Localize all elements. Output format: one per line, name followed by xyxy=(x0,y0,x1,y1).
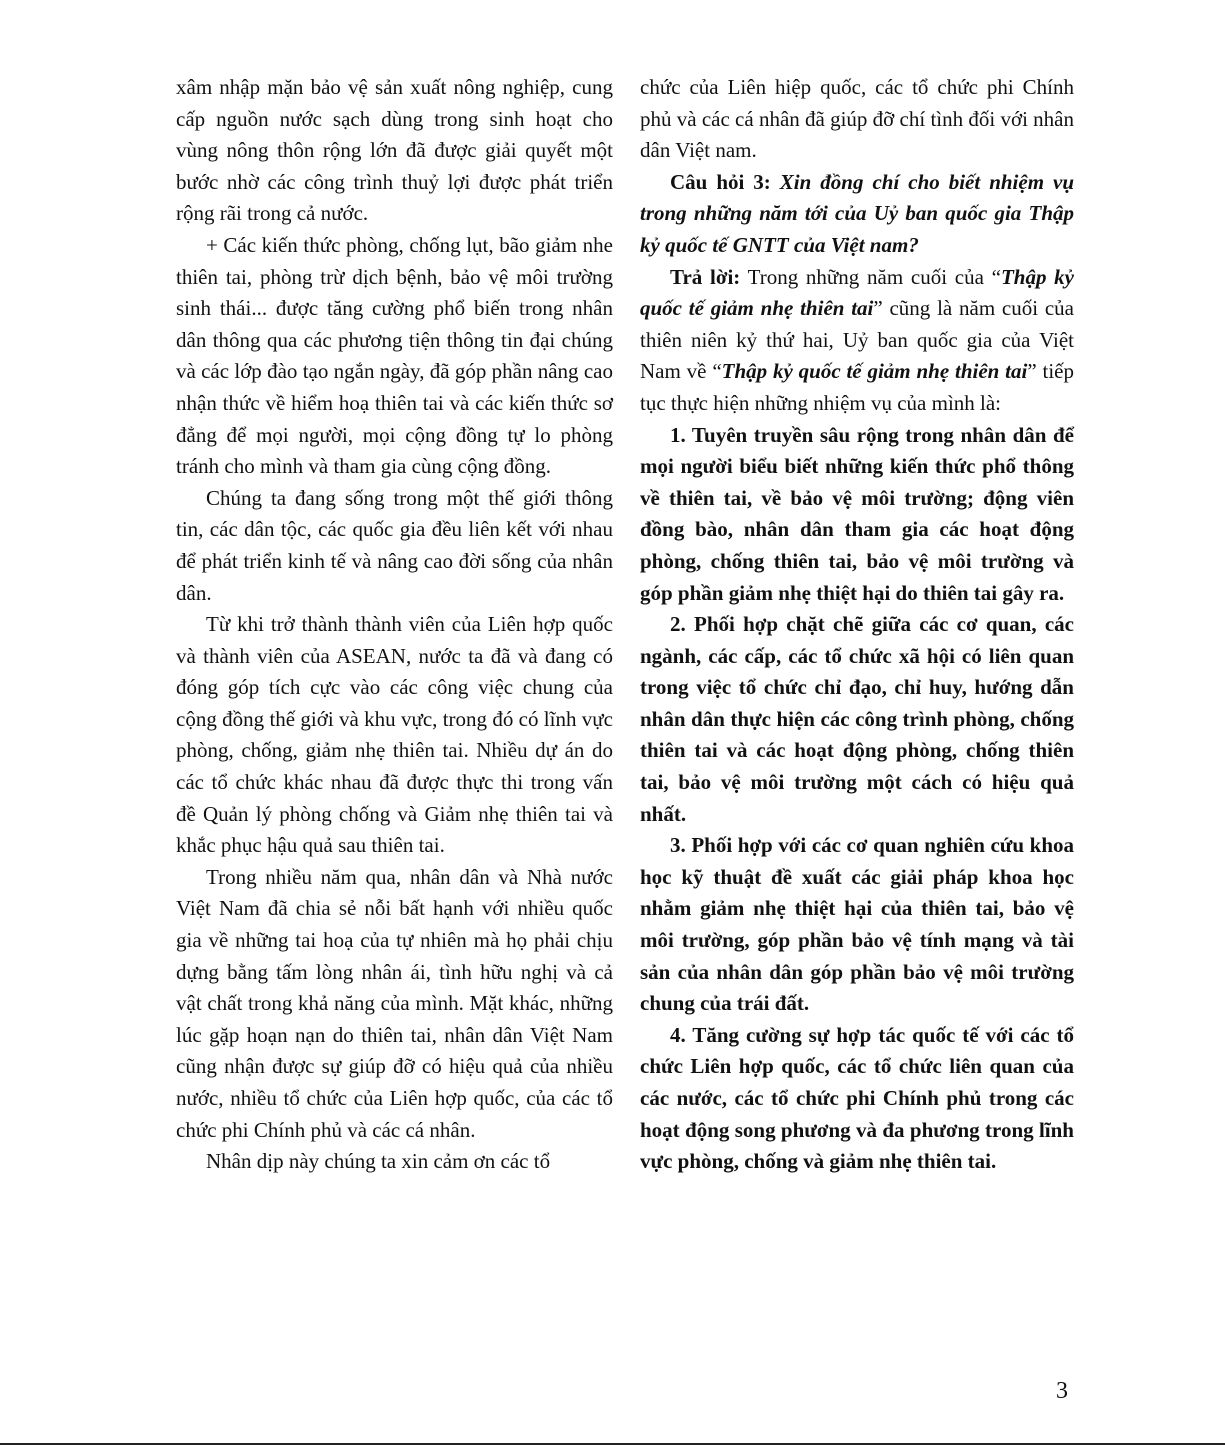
paragraph: Chúng ta đang sống trong một thế giới thông tin, các dân tộc, các quốc gia đều liên kết với nhau để phát triển kinh tế và nâng cao đời sống của nhân dân. xyxy=(176,485,613,605)
answer-text: Trong những năm cuối của “ xyxy=(740,264,1001,289)
page-bottom-rule xyxy=(0,1443,1225,1445)
answer-emphasis: Thập kỷ quốc tế giảm nhẹ thiên tai xyxy=(640,264,1074,321)
question-label: Câu hỏi 3: xyxy=(670,169,771,194)
answer-label: Trả lời: xyxy=(670,264,741,289)
page-number: 3 xyxy=(1056,1378,1068,1404)
paragraph: Trong nhiều năm qua, nhân dân và Nhà nước Việt Nam đã chia sẻ nỗi bất hạnh với nhiều quốc gia về những tai hoạ của tự nhiên mà họ phải chịu dựng bằng tấm lòng nhân ái, tình hữu nghị và cả vật chất trong khả năng của mình. Mặt khác, những lúc gặp hoạn nạn do thiên tai, nhân dân Việt Nam cũng nhận được sự giúp đỡ có hiệu quả của nhiều nước, nhiều tổ chức của Liên hợp quốc, của các tổ chức phi Chính phủ và các cá nhân. xyxy=(176,864,613,1142)
task-item: 4. Tăng cường sự hợp tác quốc tế với các tổ chức Liên hợp quốc, các tổ chức liên quan của các nước, các tổ chức phi Chính phủ trong các hoạt động song phương và đa phương trong lĩnh vực phòng, chống và giảm nhẹ thiên tai. xyxy=(640,1022,1074,1174)
paragraph: Từ khi trở thành thành viên của Liên hợp quốc và thành viên của ASEAN, nước ta đã và đang có đóng góp tích cực vào các công việc chung của cộng đồng thế giới và khu vực, trong đó có lĩnh vực phòng, chống, giảm nhẹ thiên tai. Nhiều dự án do các tổ chức khác nhau đã được thực thi trong vấn đề Quản lý phòng chống và Giảm nhẹ thiên tai và khắc phục hậu quả sau thiên tai. xyxy=(176,612,613,858)
answer-text: ” cũng là năm cuối của thiên niên kỷ thứ hai, Uỷ ban quốc gia của Việt Nam về “ xyxy=(640,296,1074,384)
task-item: 2. Phối hợp chặt chẽ giữa các cơ quan, các ngành, các cấp, các tổ chức xã hội có liên quan trong việc tổ chức chỉ đạo, chỉ huy, hướng dẫn nhân dân thực hiện các công trình phòng, chống thiên tai và các hoạt động phòng, chống thiên tai, bảo vệ môi trường một cách có hiệu quả nhất. xyxy=(640,612,1074,826)
question-paragraph xyxy=(640,167,1074,262)
paragraph: xâm nhập mặn bảo vệ sản xuất nông nghiệp, cung cấp nguồn nước sạch dùng trong sinh hoạt cho vùng nông thôn rộng lớn đã được giải quyết một bước nhờ các công trình thuỷ lợi được phát triển rộng rãi trong cả nước. xyxy=(176,75,613,226)
right-column xyxy=(640,72,1074,1178)
paragraph: + Các kiến thức phòng, chống lụt, bão giảm nhe thiên tai, phòng trừ dịch bệnh, bảo vệ môi trường sinh thái... được tăng cường phổ biến trong nhân dân thông qua các phương tiện thông tin đại chúng và các lớp đào tạo ngắn ngày, đã góp phần nâng cao nhận thức về hiểm hoạ thiên tai và các kiến thức sơ đẳng để mọi người, mọi cộng đồng tự lo phòng tránh cho mình và tham gia cùng cộng đồng. xyxy=(176,232,613,479)
left-column xyxy=(176,72,613,1178)
answer-emphasis: Thập kỷ quốc tế giảm nhẹ thiên tai xyxy=(721,359,1028,384)
answer-paragraph xyxy=(640,262,1074,420)
question-text: Xin đồng chí cho biết nhiệm vụ trong những năm tới của Uỷ ban quốc gia Thập kỷ quốc tế GNTT của Việt nam? xyxy=(640,169,1075,257)
paragraph: Nhân dịp này chúng ta xin cảm ơn các tổ xyxy=(206,1149,551,1174)
task-item: 3. Phối hợp với các cơ quan nghiên cứu khoa học kỹ thuật đề xuất các giải pháp khoa học nhằm giảm nhẹ thiệt hại của thiên tai, bảo vệ môi trường, góp phần bảo vệ tính mạng và tài sản của nhân dân góp phần bảo vệ môi trường chung của trái đất. xyxy=(640,833,1074,1016)
answer-text: ” tiếp tục thực hiện những nhiệm vụ của mình là: xyxy=(640,359,1074,415)
paragraph: chức của Liên hiệp quốc, các tổ chức phi Chính phủ và các cá nhân đã giúp đỡ chí tình đối với nhân dân Việt nam. xyxy=(640,75,1074,163)
task-item: 1. Tuyên truyền sâu rộng trong nhân dân để mọi người biểu biết những kiến thức phổ thông về thiên tai, về bảo vệ môi trường; động viên đồng bào, nhân dân tham gia các hoạt động phòng, chống thiên tai, bảo vệ môi trường và góp phần giảm nhẹ thiệt hại do thiên tai gây ra. xyxy=(640,422,1074,605)
